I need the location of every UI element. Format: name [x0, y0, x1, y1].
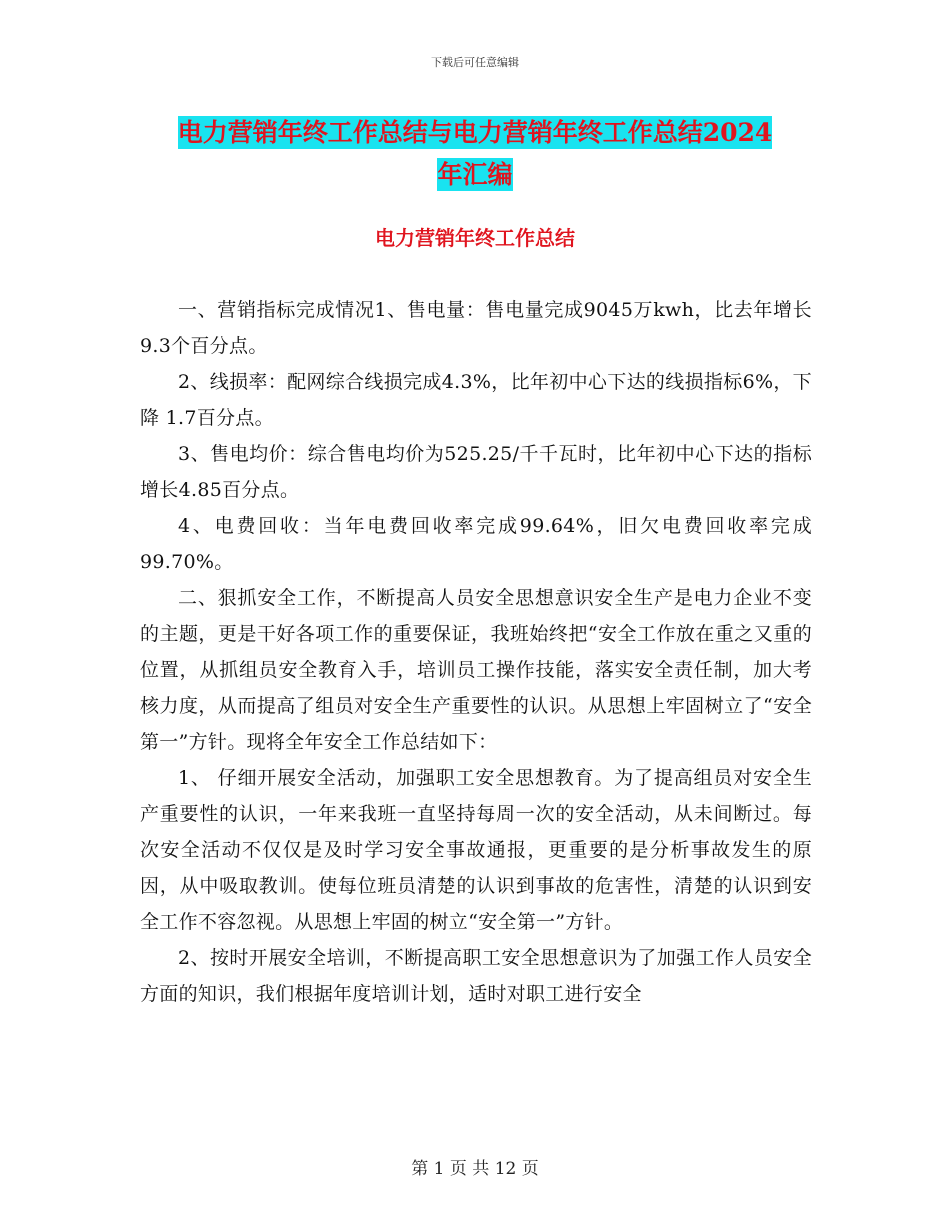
paragraph-line-loss: 2、线损率：配网综合线损完成4.3%，比年初中心下达的线损指标6%，下降 1.7百分点。 — [140, 371, 812, 429]
page-number-footer: 第 1 页 共 12 页 — [411, 1159, 539, 1179]
document-body — [140, 292, 812, 1012]
section-title: 电力营销年终工作总结 — [375, 226, 575, 250]
document-title-line-1: 电力营销年终工作总结与电力营销年终工作总结2024 — [177, 118, 773, 147]
paragraph-sales-indicators: 一、营销指标完成情况1、售电量：售电量完成9045万kwh，比去年增长9.3个百分点。 — [140, 299, 812, 357]
paragraph-safety-training: 2、按时开展安全培训，不断提高职工安全思想意识为了加强工作人员安全方面的知识，我们根据年度培训计划，适时对职工进行安全 — [140, 947, 812, 1005]
document-title — [140, 112, 810, 196]
paragraph-safety-work: 二、狠抓安全工作，不断提高人员安全思想意识安全生产是电力企业不变的主题，更是干好各项工作的重要保证，我班始终把“安全工作放在重之又重的位置，从抓组员安全教育入手，培训员工操作技能，落实安全责任制，加大考核力度，从而提高了组员对安全生产重要性的认识。从思想上牢固树立了“安全第一”方针。现将全年安全工作总结如下： — [140, 587, 812, 753]
header-note: 下载后可任意编辑 — [431, 56, 519, 69]
document-title-line-2: 年汇编 — [437, 160, 513, 189]
paragraph-fee-recovery: 4、电费回收：当年电费回收率完成99.64%，旧欠电费回收率完成99.70%。 — [140, 515, 812, 573]
paragraph-safety-activities: 1、 仔细开展安全活动，加强职工安全思想教育。为了提高组员对安全生产重要性的认识，一年来我班一直坚持每周一次的安全活动，从未间断过。每次安全活动不仅仅是及时学习安全事故通报，更重要的是分析事故发生的原因，从中吸取教训。使每位班员清楚的认识到事故的危害性，清楚的认识到安全工作不容忽视。从思想上牢固的树立“安全第一”方针。 — [140, 767, 812, 933]
paragraph-average-price: 3、售电均价：综合售电均价为525.25/千千瓦时，比年初中心下达的指标增长4.85百分点。 — [140, 443, 812, 501]
